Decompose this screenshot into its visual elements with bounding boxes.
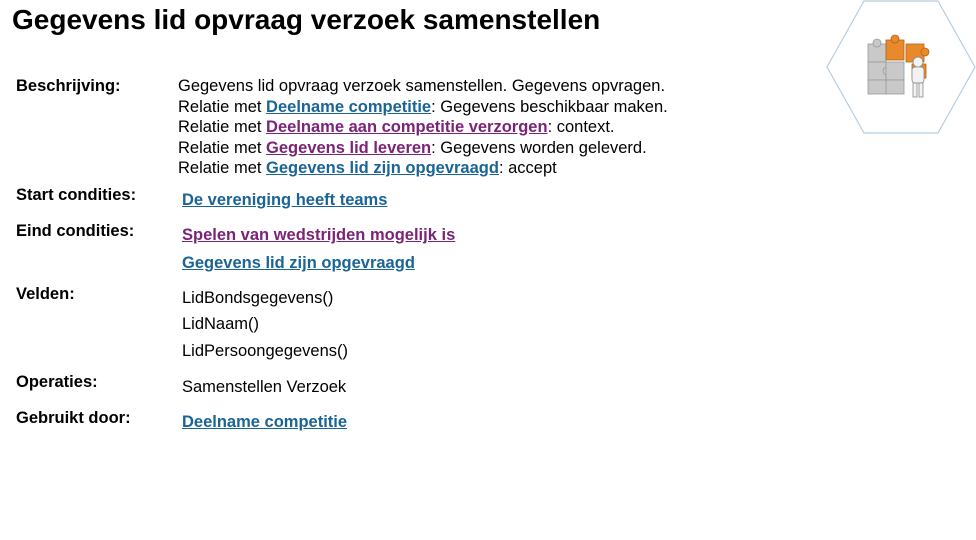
beschrijving-intro: Gegevens lid opvraag verzoek samenstellen. Gegevens opvragen.: [178, 77, 666, 95]
eind-condities-label: Eind condities:: [16, 222, 135, 240]
link-spelen-van-wedstrijden[interactable]: Spelen van wedstrijden mogelijk is: [182, 226, 456, 244]
operatie-item: Samenstellen Verzoek: [182, 378, 347, 396]
puzzle-figures-icon: [826, 0, 976, 134]
veld-item: LidBondsgegevens(): [182, 289, 334, 307]
relation-prefix: Relatie met: [178, 159, 267, 177]
relation-prefix: Relatie met: [178, 97, 267, 116]
relation-line: [178, 158, 668, 179]
link-gegevens-lid-zijn-opgevraagd[interactable]: Gegevens lid zijn opgevraagd: [266, 159, 499, 177]
gebruikt-door-label: Gebruikt door:: [16, 409, 131, 427]
relation-line: [178, 138, 668, 159]
relation-line: [178, 117, 668, 138]
veld-item: LidPersoongegevens(): [182, 342, 349, 360]
beschrijving-label: Beschrijving:: [16, 77, 121, 95]
relation-suffix: : Gegevens worden geleverd.: [431, 138, 647, 157]
relation-suffix: : Gegevens beschikbaar maken.: [431, 97, 668, 116]
velden-label: Velden:: [16, 285, 75, 303]
link-deelname-competitie-gebruikt[interactable]: Deelname competitie: [182, 413, 348, 431]
link-gegevens-lid-leveren[interactable]: Gegevens lid leveren: [266, 138, 432, 157]
operaties-label: Operaties:: [16, 373, 98, 391]
beschrijving-text: [178, 76, 668, 179]
link-deelname-competitie[interactable]: Deelname competitie: [266, 97, 432, 116]
relation-suffix: : accept: [498, 159, 557, 177]
relation-suffix: : context.: [547, 118, 615, 136]
link-gegevens-lid-zijn-opgevraagd-eind[interactable]: Gegevens lid zijn opgevraagd: [182, 254, 415, 272]
veld-item: LidNaam(): [182, 315, 260, 333]
relation-prefix: Relatie met: [178, 118, 267, 136]
link-vereniging-heeft-teams[interactable]: De vereniging heeft teams: [182, 191, 388, 209]
link-deelname-aan-competitie-verzorgen[interactable]: Deelname aan competitie verzorgen: [266, 118, 548, 136]
page-title: Gegevens lid opvraag verzoek samenstellen: [12, 4, 601, 35]
relation-line: [178, 97, 668, 118]
relation-prefix: Relatie met: [178, 138, 267, 157]
start-condities-label: Start condities:: [16, 186, 137, 204]
